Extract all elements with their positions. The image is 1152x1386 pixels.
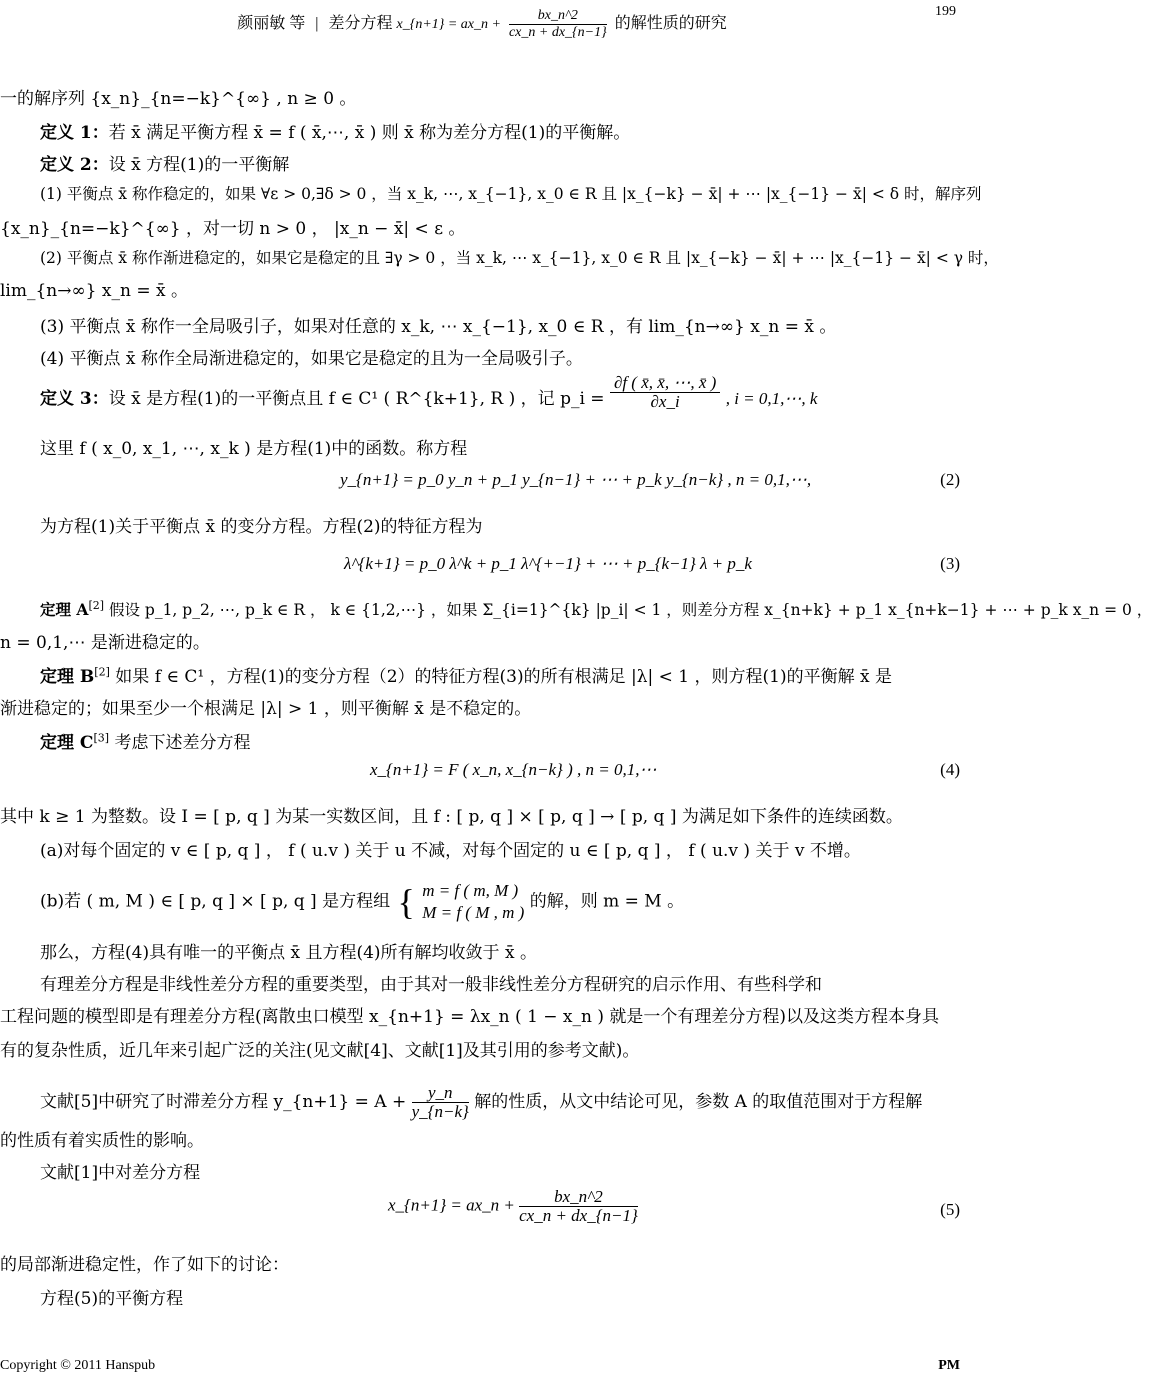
equation-3: λ^{k+1} = p_0 λ^k + p_1 λ^{+−1} + ⋯ + p_{k−1} λ + p_k [344,554,752,573]
cb-system [422,880,524,924]
eq5-frac-num: bx_n^2 [519,1188,638,1207]
header-eq-left: x_{n+1} = ax_n + [396,17,501,33]
def2-item2-line2: lim_{n→∞} x_n = x̄ 。 [0,281,188,301]
thC-text: 考虑下述差分方程 [114,733,251,753]
condition-b [40,880,684,924]
equation-5-number: (5) [940,1200,960,1219]
equation-4: x_{n+1} = F ( x_n, x_{n−k} ) , n = 0,1,⋯ [370,760,657,779]
para1-line3: 有的复杂性质，近几年来引起广泛的关注(见文献[4]、文献[1]及其引用的参考文献)。 [0,1041,640,1061]
para2-line2: 的性质有着实质性的影响。 [0,1131,204,1151]
running-header [0,8,964,41]
condition-a: (a)对每个固定的 v ∈ [ p, q ] ， f ( u.v ) 关于 u 不减，对每个固定的 u ∈ [ p, q ] ， f ( u.v ) 关于 v 不增。 [40,841,861,861]
variational-eq-line: 为方程(1)关于平衡点 x̄ 的变分方程。方程(2)的特征方程为 [40,517,483,537]
thC-label: 定理 C [40,733,94,753]
eq5-fraction [519,1188,638,1225]
cb-brace: { [397,882,415,922]
cb-pre: (b)若 ( m, M ) ∈ [ p, q ] × [ p, q ] 是方程组 [40,891,391,912]
def3-fraction [610,374,720,411]
equation-3-number: (3) [940,554,960,573]
para2-frac-den: y_{n−k} [411,1102,469,1121]
footer-copyright: Copyright © 2011 Hanspub [0,1358,156,1373]
local-stability-line: 的局部渐进稳定性，作了如下的讨论： [0,1255,289,1275]
def3-text: 设 x̄ 是方程(1)的一平衡点且 f ∈ C¹ ( R^{k+1}, R ) ，记 p_i = [108,389,605,409]
equation-5 [388,1188,638,1225]
def1-label: 定义 1： [40,123,109,143]
page-number: 199 [935,4,956,19]
equation-2-number: (2) [940,470,960,489]
para2-fraction [412,1084,469,1121]
theorem-c [40,728,250,753]
para2-post: 解的性质，从文中结论可见，参数 A 的取值范围对于方程解 [474,1092,923,1112]
para1-line1: 有理差分方程是非线性差分方程的重要类型，由于其对一般非线性差分方程研究的启示作用、有些科学和 [40,975,822,995]
header-frac-num: bx_n^2 [509,8,607,25]
cb-sys-row2: M = f ( M , m ) [422,903,525,922]
def2-item2-line1: (2) 平衡点 x̄ 称作渐进稳定的，如果它是稳定的且 ∃γ > 0 ，当 x_k, ⋯ x_{−1}, x_0 ∈ R 且 |x_{−k} − x̄| + ⋯ |x_{−1} − x̄| < γ 时， [40,249,999,267]
para2-line1 [40,1084,922,1121]
equation-4-number: (4) [940,760,960,779]
theorem-a-line2: n = 0,1,⋯ 是渐进稳定的。 [0,633,210,653]
thB-ref: [2] [94,665,110,679]
def2-item1-line1: (1) 平衡点 x̄ 称作稳定的，如果 ∀ε > 0,∃δ > 0 ，当 x_k, ⋯, x_{−1}, x_0 ∈ R 且 |x_{−k} − x̄| + ⋯ |x_{−1} − x̄| < δ 时，解序列 [40,185,982,203]
header-authors: 颜丽敏 等 [237,15,306,33]
thA-ref: [2] [88,598,105,612]
def1-text: 若 x̄ 满足平衡方程 x̄ = f ( x̄,⋯, x̄ ) 则 x̄ 称为差分方程(1)的平衡解。 [108,123,631,143]
conclusion-line: 那么，方程(4)具有唯一的平衡点 x̄ 且方程(4)所有解均收敛于 x̄ 。 [40,943,537,963]
def2-item1-line2: {x_n}_{n=−k}^{∞} ，对一切 n > 0 ， |x_n − x̄| < ε 。 [0,219,466,239]
eq5-frac-den: cx_n + dx_{n−1} [519,1206,638,1225]
where-line: 其中 k ≥ 1 为整数。设 I = [ p, q ] 为某一实数区间，且 f : [ p, q ] × [ p, q ] → [ p, q ] 为满足如下条件的连续函数。 [0,807,903,827]
para3-line: 文献[1]中对差分方程 [40,1163,201,1183]
thB-label: 定理 B [40,667,95,687]
theorem-a-line1 [40,598,1152,620]
thC-ref: [3] [93,731,110,745]
def3-frac-den: ∂x_i [650,392,680,411]
header-frac-den: cx_n + dx_{n−1} [508,25,607,40]
thA-label: 定理 A [40,600,89,619]
cb-post: 的解，则 m = M 。 [529,891,685,912]
line-solution-seq: 一的解序列 {x_n}_{n=−k}^{∞} , n ≥ 0 。 [0,89,357,109]
cb-sys-row1: m = f ( m, M ) [422,881,519,900]
theorem-b-line1 [40,662,892,687]
definition-2 [40,150,289,175]
header-title-pre: 差分方程 [328,15,393,33]
def2-text: 设 x̄ 方程(1)的一平衡解 [108,155,290,175]
def3-frac-num: ∂f ( x̄, x̄, ⋯, x̄ ) [610,374,720,393]
def2-item3: (3) 平衡点 x̄ 称作一全局吸引子，如果对任意的 x_k, ⋯ x_{−1}, x_0 ∈ R ，有 lim_{n→∞} x_n = x̄ 。 [40,317,837,337]
equation-2: y_{n+1} = p_0 y_n + p_1 y_{n−1} + ⋯ + p_k y_{n−k} , n = 0,1,⋯, [340,470,812,489]
para1-line2: 工程问题的模型即是有理差分方程(离散虫口模型 x_{n+1} = λx_n ( 1 − x_n ) 就是一个有理差分方程)以及这类方程本身具 [0,1007,940,1027]
header-title-post: 的解性质的研究 [614,15,727,33]
theorem-b-line2: 渐进稳定的；如果至少一个根满足 |λ| > 1 ，则平衡解 x̄ 是不稳定的。 [0,699,532,719]
header-separator: | [315,15,319,33]
here-line: 这里 f ( x_0, x_1, ⋯, x_k ) 是方程(1)中的函数。称方程 [40,439,468,459]
def3-tail: , i = 0,1,⋯, k [725,389,818,408]
balance-eq-line: 方程(5)的平衡方程 [40,1289,184,1309]
para2-pre: 文献[5]中研究了时滞差分方程 y_{n+1} = A + [40,1092,407,1112]
def2-item4: (4) 平衡点 x̄ 称作全局渐进稳定的，如果它是稳定的且为一全局吸引子。 [40,349,583,369]
def3-label: 定义 3： [40,389,109,409]
thB-text: 如果 f ∈ C¹ ，方程(1)的变分方程（2）的特征方程(3)的所有根满足 |λ| < 1 ，则方程(1)的平衡解 x̄ 是 [115,667,892,687]
footer-journal: PM [938,1358,960,1373]
header-fraction [509,8,607,41]
para2-frac-num: y_n [412,1084,469,1103]
eq5-left: x_{n+1} = ax_n + [388,1195,515,1215]
definition-1 [40,118,630,143]
def2-label: 定义 2： [40,155,109,175]
thA-text: 假设 p_1, p_2, ⋯, p_k ∈ R ， k ∈ {1,2,⋯} ，如果 Σ_{i=1}^{k} |p_i| < 1 ，则差分方程 x_{n+k} + p_1 x_{n+k−1} + ⋯ + p_k x_n = 0 ， [108,601,1152,619]
